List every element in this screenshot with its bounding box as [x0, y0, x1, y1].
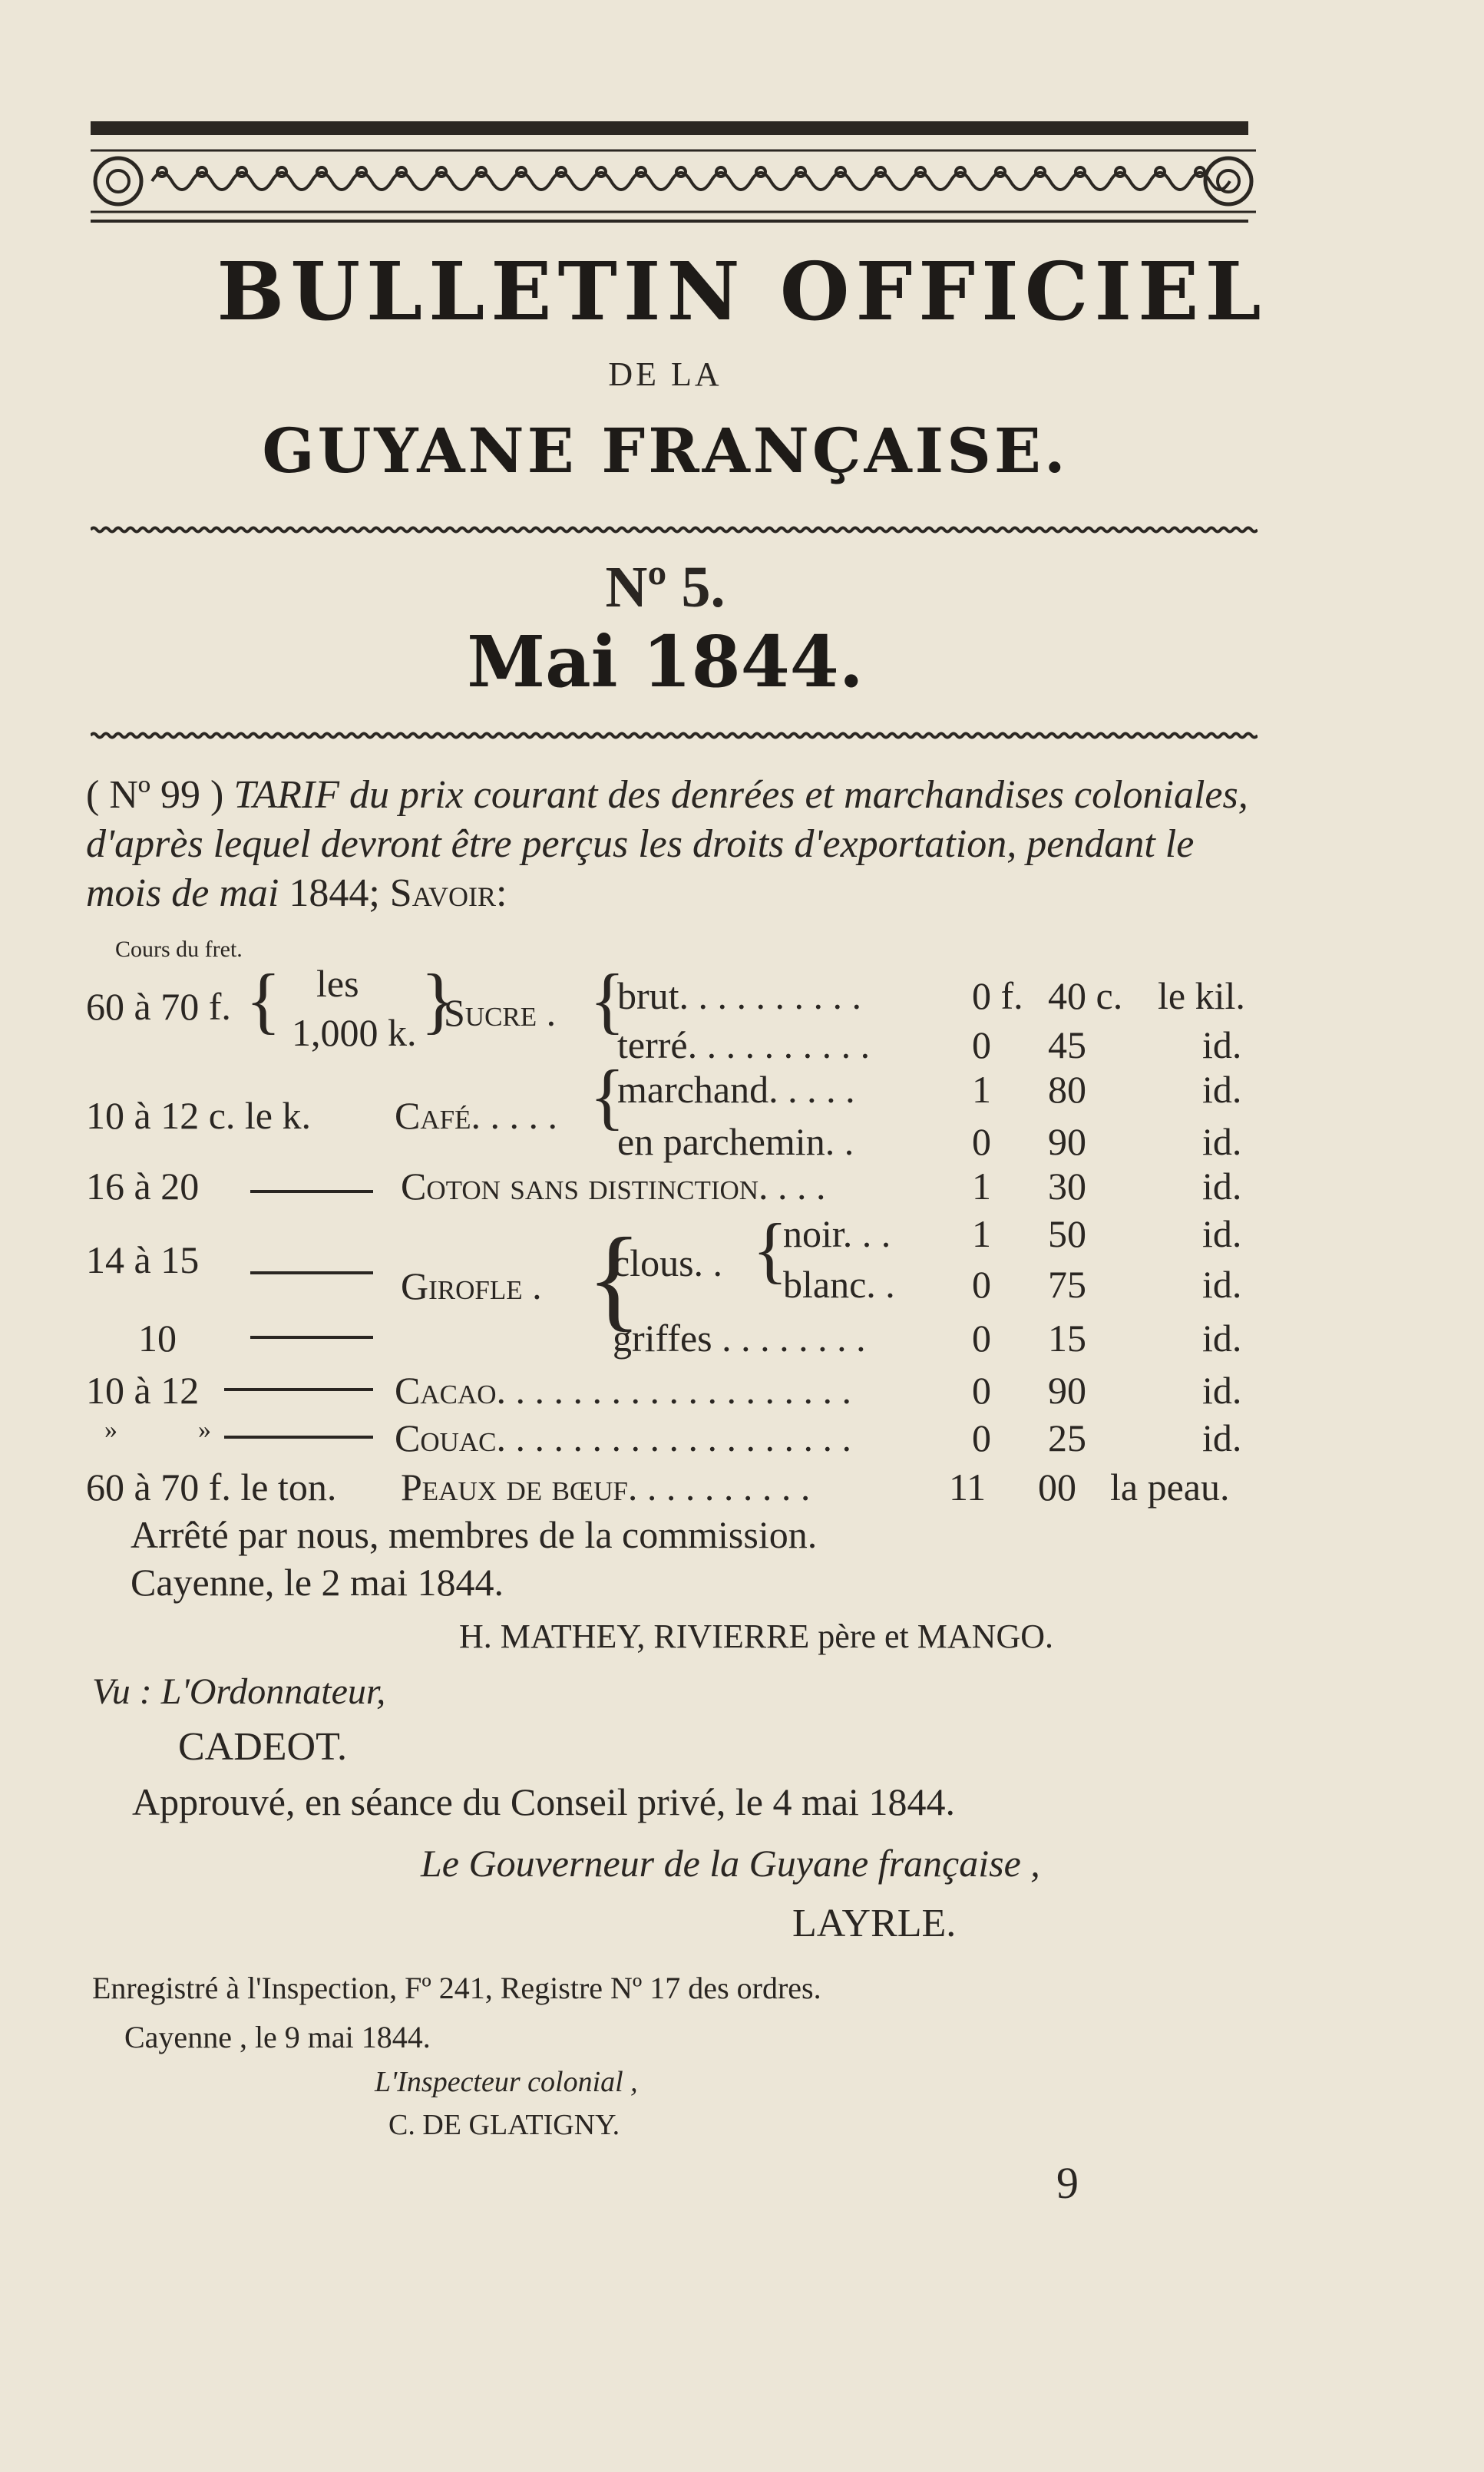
- sucre-brace-mid: }: [421, 959, 457, 1041]
- arrete-line: Arrêté par nous, membres de la commission.: [131, 1513, 818, 1556]
- peaux-name: Peaux de bœuf. . . . . . . . . .: [401, 1466, 811, 1509]
- clous-brace: {: [752, 1208, 788, 1291]
- layrle-signature: LAYRLE.: [792, 1902, 957, 1945]
- vu-ordonnateur: Vu : L'Ordonnateur,: [92, 1671, 386, 1712]
- cafe-parchemin-label: en parchemin. .: [617, 1120, 854, 1163]
- couac-f: 0: [972, 1416, 991, 1459]
- inspecteur-line: L'Inspecteur colonial ,: [375, 2066, 638, 2098]
- issue-number: Nº 5.: [605, 555, 725, 620]
- header-thin-rule: [91, 220, 1248, 223]
- cafe-marchand-f: 1: [972, 1068, 991, 1111]
- couac-name: Couac. . . . . . . . . . . . . . . . . . .: [395, 1416, 852, 1459]
- girofle-noir-c: 50: [1048, 1212, 1086, 1255]
- intro-year: 1844;: [289, 871, 380, 915]
- decree-reference: ( Nº 99 ): [86, 773, 224, 817]
- girofle-fret-bottom: 10: [138, 1317, 177, 1360]
- girofle-noir-f: 1: [972, 1212, 991, 1255]
- girofle-griffes-unit: id.: [1202, 1317, 1242, 1360]
- couac-unit: id.: [1202, 1416, 1242, 1459]
- sucre-fret: 60 à 70 f.: [86, 985, 231, 1028]
- cacao-name: Cacao. . . . . . . . . . . . . . . . . . .: [395, 1369, 852, 1412]
- cacao-fret: 10 à 12: [86, 1369, 200, 1412]
- cacao-c: 90: [1048, 1369, 1086, 1412]
- coton-fret: 16 à 20: [86, 1165, 200, 1208]
- cours-du-fret-header: Cours du fret.: [115, 937, 243, 962]
- tariff-intro: [86, 771, 1268, 918]
- wavy-divider-top: [91, 525, 1258, 534]
- peaux-f: 11: [949, 1466, 987, 1509]
- title-de-la: DE LA: [608, 355, 722, 393]
- gouverneur-line: Le Gouverneur de la Guyane française ,: [421, 1842, 1040, 1885]
- page-number: 9: [1056, 2158, 1079, 2208]
- sucre-name: Sucre .: [444, 991, 557, 1034]
- cafe-fret: 10 à 12 c. le k.: [86, 1094, 311, 1137]
- cacao-unit: id.: [1202, 1369, 1242, 1412]
- sucre-terre-f: 0: [972, 1023, 991, 1066]
- sucre-terre-c: 45: [1048, 1023, 1086, 1066]
- cafe-marchand-c: 80: [1048, 1068, 1086, 1111]
- girofle-dash-bottom: [250, 1336, 373, 1339]
- cafe-parchemin-f: 0: [972, 1120, 991, 1163]
- girofle-blanc-f: 0: [972, 1263, 991, 1306]
- girofle-blanc-label: blanc. .: [783, 1263, 895, 1306]
- girofle-brace: {: [587, 1215, 642, 1342]
- girofle-dash-top: [250, 1271, 373, 1274]
- bulletin-title: BULLETIN OFFICIEL: [216, 244, 1268, 339]
- sucre-brut-label: brut. . . . . . . . . .: [617, 974, 862, 1017]
- girofle-clous: clous. .: [613, 1241, 723, 1284]
- cafe-name: Café. . . . .: [395, 1094, 557, 1137]
- girofle-griffes-f: 0: [972, 1317, 991, 1360]
- cafe-parchemin-c: 90: [1048, 1120, 1086, 1163]
- coton-name: Coton sans distinction. . . .: [401, 1165, 826, 1208]
- sucre-brut-f: 0 f.: [972, 974, 1023, 1017]
- girofle-blanc-c: 75: [1048, 1263, 1086, 1306]
- girofle-name: Girofle .: [401, 1264, 542, 1307]
- girofle-noir-label: noir. . .: [783, 1212, 891, 1255]
- wavy-divider-bottom: [91, 731, 1258, 740]
- peaux-c: 00: [1038, 1466, 1076, 1509]
- girofle-griffes-c: 15: [1048, 1317, 1086, 1360]
- signers-line: H. MATHEY, RIVIERRE père et MANGO.: [459, 1618, 1053, 1655]
- cacao-f: 0: [972, 1369, 991, 1412]
- coton-dash: [250, 1190, 373, 1193]
- glatigny-signature: C. DE GLATIGNY.: [388, 2109, 620, 2141]
- cadeot-signature: CADEOT.: [178, 1725, 348, 1769]
- coton-f: 1: [972, 1165, 991, 1208]
- girofle-fret-top: 14 à 15: [86, 1238, 200, 1281]
- sucre-brut-unit: le kil.: [1158, 974, 1245, 1017]
- date-line-2: Cayenne , le 9 mai 1844.: [124, 2020, 431, 2054]
- peaux-fret: 60 à 70 f. le ton.: [86, 1466, 337, 1509]
- intro-savoir: Savoir:: [389, 871, 507, 915]
- cafe-brace: {: [590, 1055, 626, 1137]
- couac-fret-a: »: [104, 1416, 117, 1444]
- girofle-griffes-label: griffes . . . . . . . .: [613, 1317, 866, 1360]
- cafe-parchemin-unit: id.: [1202, 1120, 1242, 1163]
- sucre-unit-bottom: 1,000 k.: [292, 1011, 417, 1054]
- guyane-title: GUYANE FRANÇAISE.: [262, 415, 1069, 487]
- coton-c: 30: [1048, 1165, 1086, 1208]
- peaux-unit: la peau.: [1110, 1466, 1230, 1509]
- enregistre-line: Enregistré à l'Inspection, Fº 241, Registre Nº 17 des ordres.: [92, 1971, 821, 2005]
- girofle-blanc-unit: id.: [1202, 1263, 1242, 1306]
- tariff-intro-text: TARIF du prix courant des denrées et marchandises coloniales, d'après lequel devront être perçus les droits d'exportation, pendant le mois de mai: [86, 773, 1248, 915]
- cafe-marchand-label: marchand. . . . .: [617, 1068, 855, 1111]
- date-line-1: Cayenne, le 2 mai 1844.: [131, 1561, 504, 1604]
- girofle-noir-unit: id.: [1202, 1212, 1242, 1255]
- approuve-line: Approuvé, en séance du Conseil privé, le 4 mai 1844.: [132, 1780, 955, 1823]
- coton-unit: id.: [1202, 1165, 1242, 1208]
- sucre-unit-top: les: [316, 962, 359, 1005]
- sucre-brut-c: 40 c.: [1048, 974, 1123, 1017]
- sucre-terre-unit: id.: [1202, 1023, 1242, 1066]
- couac-dash: [224, 1436, 373, 1439]
- header-ornament-band: [91, 146, 1256, 213]
- sucre-brace-left: {: [246, 959, 282, 1041]
- couac-fret-b: »: [198, 1416, 211, 1444]
- issue-month: Mai 1844.: [467, 620, 864, 703]
- cacao-dash: [224, 1388, 373, 1391]
- sucre-terre-label: terré. . . . . . . . . .: [617, 1023, 871, 1066]
- sucre-brace-right: {: [590, 959, 626, 1041]
- header-thick-rule: [91, 121, 1248, 135]
- couac-c: 25: [1048, 1416, 1086, 1459]
- cafe-marchand-unit: id.: [1202, 1068, 1242, 1111]
